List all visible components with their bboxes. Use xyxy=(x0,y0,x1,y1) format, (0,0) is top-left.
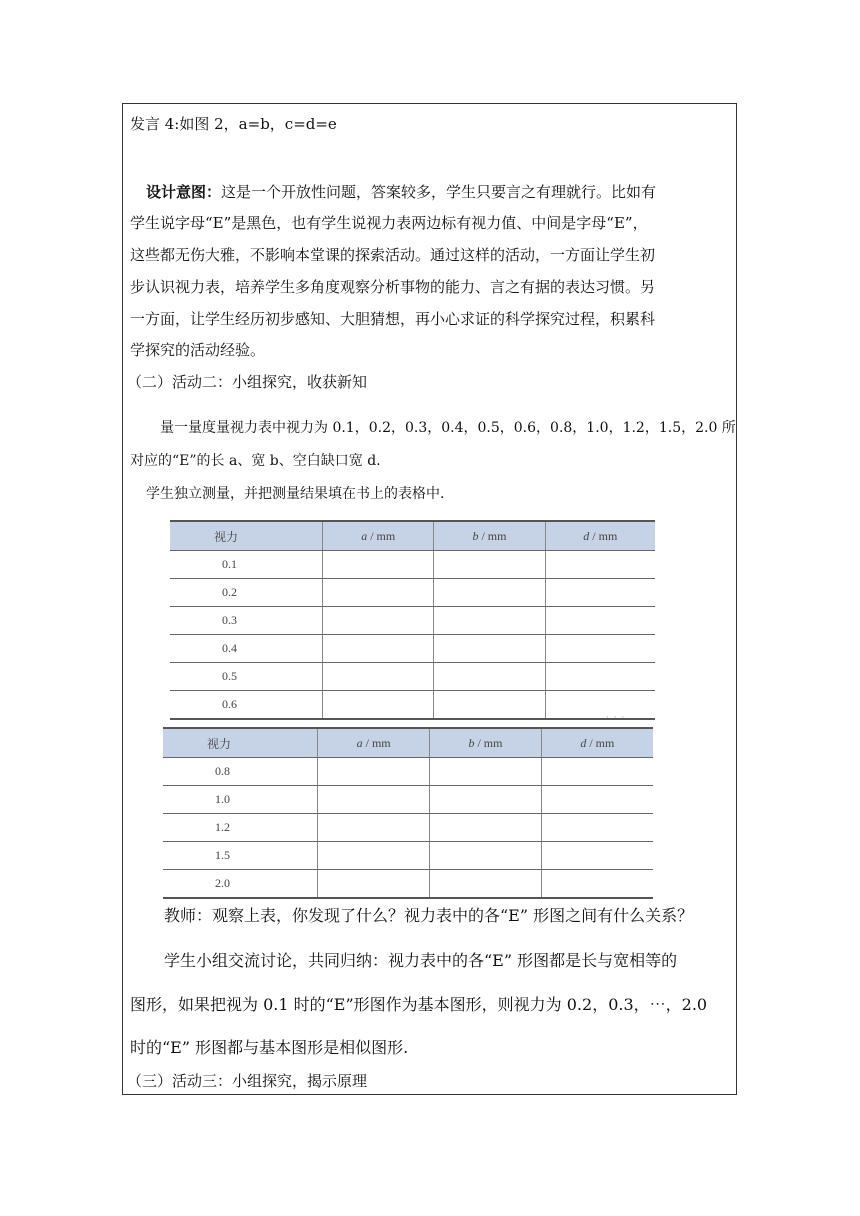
vision-table-1 xyxy=(170,520,655,720)
design-intent-line-6: 学探究的活动经验。 xyxy=(130,341,266,359)
design-intent-line-3: 这些都无伤大雅，不影响本堂课的探索活动。通过这样的活动，一方面让学生初 xyxy=(130,246,656,264)
design-intent-line-2: 学生说字母“E”是黑色，也有学生说视力表两边标有视力值、中间是字母“E”， xyxy=(130,214,648,232)
design-intent-line-4: 步认识视力表，培养学生多角度观察分析事物的能力、言之有据的表达习惯。另 xyxy=(130,278,656,296)
activity-3-heading: （三）活动三：小组探究，揭示原理 xyxy=(127,1072,368,1090)
table-row: 0.8 xyxy=(163,758,653,786)
activity-2-heading: （二）活动二：小组探究，收获新知 xyxy=(127,373,368,391)
teacher-question: 教师：观察上表，你发现了什么？视力表中的各“E” 形图之间有什么关系？ xyxy=(164,906,694,925)
conclusion-line-3: 时的“E” 形图都与基本图形是相似图形. xyxy=(130,1038,409,1057)
table-row: 0.1 xyxy=(170,551,655,579)
header-a: a / mm xyxy=(317,728,429,758)
independent-measure-line: 学生独立测量，并把测量结果填在书上的表格中. xyxy=(146,486,445,502)
design-intent-line-5: 一方面，让学生经历初步感知、大胆猜想，再小心求证的科学探究过程，积累科 xyxy=(130,310,656,328)
design-intent-line-1: 设计意图：这是一个开放性问题，答案较多，学生只要言之有理就行。比如有 xyxy=(146,183,657,201)
design-intent-label: 设计意图： xyxy=(146,183,222,201)
header-a: a / mm xyxy=(323,521,434,551)
header-vision: 视力 xyxy=(170,521,323,551)
header-b: b / mm xyxy=(430,728,541,758)
table-row: 0.3 xyxy=(170,607,655,635)
table-header-row xyxy=(163,728,653,758)
table-row: 1.0 xyxy=(163,786,653,814)
table-row: 0.2 xyxy=(170,579,655,607)
conclusion-line-2: 图形，如果把视为 0.1 时的“E”形图作为基本图形，则视力为 0.2，0.3，⋯，2.0 xyxy=(130,995,708,1014)
table-row: 1.2 xyxy=(163,814,653,842)
table-header-row xyxy=(170,521,655,551)
table-row: 0.4 xyxy=(170,635,655,663)
measure-instruction-2: 对应的“E”的长 a、宽 b、空白缺口宽 d. xyxy=(130,453,381,469)
conclusion-line-1: 学生小组交流讨论，共同归纳：视力表中的各“E” 形图都是长与宽相等的 xyxy=(164,951,678,970)
speech-4-line: 发言 4:如图 2，a=b，c=d=e xyxy=(130,115,337,133)
table-row: 0.5 xyxy=(170,663,655,691)
header-vision: 视力 xyxy=(163,728,317,758)
header-b: b / mm xyxy=(434,521,545,551)
header-d: d / mm xyxy=(541,728,653,758)
table-continuation-dots: · · · xyxy=(606,713,626,723)
table-row: 0.6 xyxy=(170,691,655,720)
header-d: d / mm xyxy=(545,521,655,551)
measure-instruction-1: 量一量度量视力表中视力为 0.1，0.2，0.3，0.4，0.5，0.6，0.8，1.0，1.2，1.5，2.0 所 xyxy=(160,420,736,436)
table-row: 2.0 xyxy=(163,870,653,899)
vision-table-2 xyxy=(163,727,653,899)
table-row: 1.5 xyxy=(163,842,653,870)
